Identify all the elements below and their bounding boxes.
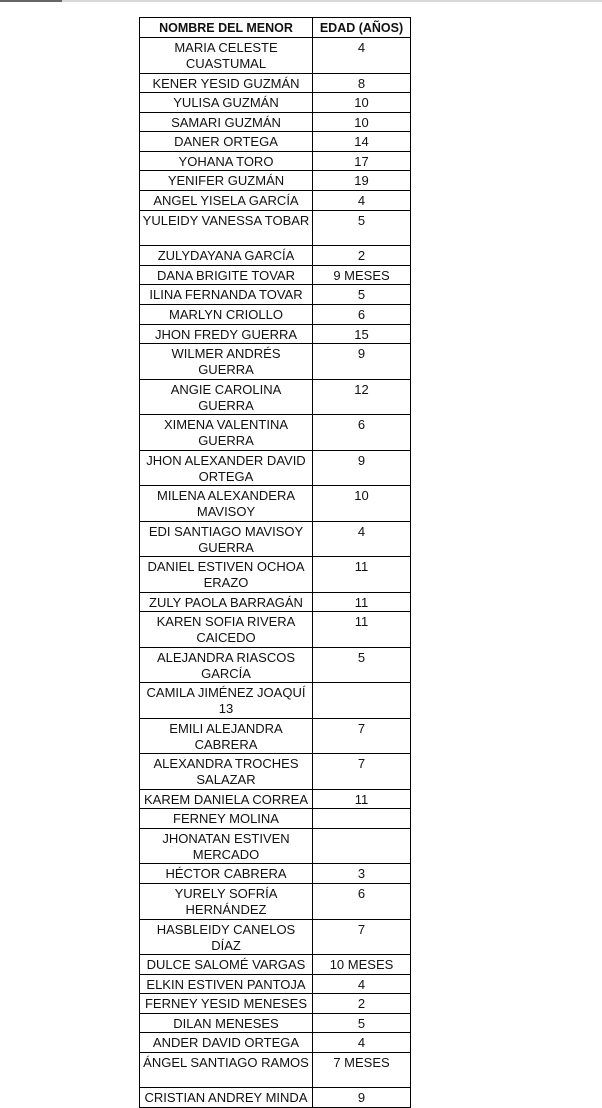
table-row (140, 718, 411, 754)
child-name-cell: DILAN MENESES (140, 1013, 313, 1033)
child-age-cell: 7 MESES (313, 1052, 411, 1088)
child-age-cell: 19 (313, 171, 411, 191)
table-row (140, 285, 411, 305)
child-name-cell: ILINA FERNANDA TOVAR (140, 285, 313, 305)
table-row (140, 974, 411, 994)
child-age-cell (313, 828, 411, 864)
child-age-cell: 2 (313, 994, 411, 1014)
child-name-cell: HASBLEIDY CANELOS DÍAZ (140, 919, 313, 955)
table-row (140, 112, 411, 132)
table-row (140, 38, 411, 74)
table-row (140, 324, 411, 344)
table-row (140, 73, 411, 93)
table-row (140, 265, 411, 285)
table-row (140, 612, 411, 648)
table-row (140, 1033, 411, 1053)
child-name-cell: ZULYDAYANA GARCÍA (140, 246, 313, 266)
child-age-cell: 5 (313, 647, 411, 683)
table-row (140, 1088, 411, 1108)
child-age-cell: 11 (313, 612, 411, 648)
child-name-cell: ZULY PAOLA BARRAGÁN (140, 592, 313, 612)
child-age-cell: 11 (313, 789, 411, 809)
child-age-cell: 9 MESES (313, 265, 411, 285)
child-name-cell: WILMER ANDRÉS GUERRA (140, 344, 313, 380)
child-age-cell: 9 (313, 344, 411, 380)
child-name-cell: YENIFER GUZMÁN (140, 171, 313, 191)
top-border-line (0, 0, 602, 2)
child-age-cell: 5 (313, 285, 411, 305)
children-table (139, 17, 411, 1108)
table-row (140, 884, 411, 920)
child-name-cell: ANGIE CAROLINA GUERRA (140, 379, 313, 415)
table-body (140, 38, 411, 1108)
table-row (140, 486, 411, 522)
table-row (140, 171, 411, 191)
table-row (140, 1052, 411, 1088)
child-name-cell: ANGEL YISELA GARCÍA (140, 191, 313, 211)
child-name-cell: SAMARI GUZMÁN (140, 112, 313, 132)
child-age-cell: 9 (313, 1088, 411, 1108)
child-age-cell: 5 (313, 1013, 411, 1033)
child-name-cell: MARIA CELESTE CUASTUMAL (140, 38, 313, 74)
child-age-cell: 6 (313, 304, 411, 324)
child-age-cell: 4 (313, 1033, 411, 1053)
child-name-cell: JHON FREDY GUERRA (140, 324, 313, 344)
table-row (140, 415, 411, 451)
table-row (140, 557, 411, 593)
child-name-cell: EMILI ALEJANDRA CABRERA (140, 718, 313, 754)
child-age-cell: 10 MESES (313, 955, 411, 975)
table-row (140, 246, 411, 266)
child-age-cell: 6 (313, 884, 411, 920)
child-name-cell: ÁNGEL SANTIAGO RAMOS (140, 1052, 313, 1088)
table-row (140, 919, 411, 955)
child-age-cell: 10 (313, 486, 411, 522)
child-age-cell: 15 (313, 324, 411, 344)
table-row (140, 828, 411, 864)
child-age-cell: 12 (313, 379, 411, 415)
child-age-cell: 10 (313, 93, 411, 113)
table-header-row (140, 18, 411, 38)
table-row (140, 994, 411, 1014)
child-name-cell: YOHANA TORO (140, 151, 313, 171)
child-age-cell: 4 (313, 38, 411, 74)
child-age-cell: 9 (313, 450, 411, 486)
child-age-cell: 14 (313, 132, 411, 152)
child-age-cell: 4 (313, 191, 411, 211)
child-name-cell: ALEJANDRA RIASCOS GARCÍA (140, 647, 313, 683)
child-name-cell: MARLYN CRIOLLO (140, 304, 313, 324)
table-row (140, 304, 411, 324)
child-age-cell: 6 (313, 415, 411, 451)
table-row (140, 789, 411, 809)
table-row (140, 754, 411, 790)
child-name-cell: DANER ORTEGA (140, 132, 313, 152)
table-row (140, 592, 411, 612)
child-age-cell: 10 (313, 112, 411, 132)
child-name-cell: EDI SANTIAGO MAVISOY GUERRA (140, 521, 313, 557)
child-name-cell: DANA BRIGITE TOVAR (140, 265, 313, 285)
child-age-cell: 4 (313, 974, 411, 994)
table-row (140, 521, 411, 557)
table-row (140, 93, 411, 113)
table-row (140, 647, 411, 683)
table-row (140, 450, 411, 486)
child-age-cell (313, 683, 411, 719)
child-name-cell: DANIEL ESTIVEN OCHOA ERAZO (140, 557, 313, 593)
child-name-cell: FERNEY MOLINA (140, 809, 313, 829)
child-name-cell: MILENA ALEXANDERA MAVISOY (140, 486, 313, 522)
child-age-cell: 5 (313, 210, 411, 246)
child-name-cell: ELKIN ESTIVEN PANTOJA (140, 974, 313, 994)
child-age-cell (313, 809, 411, 829)
child-age-cell: 17 (313, 151, 411, 171)
child-age-cell: 8 (313, 73, 411, 93)
child-name-cell: KENER YESID GUZMÁN (140, 73, 313, 93)
child-name-cell: YULEIDY VANESSA TOBAR (140, 210, 313, 246)
child-age-cell: 11 (313, 557, 411, 593)
table-row (140, 344, 411, 380)
table-row (140, 1013, 411, 1033)
child-age-cell: 7 (313, 919, 411, 955)
table-row (140, 151, 411, 171)
table-row (140, 809, 411, 829)
table-row (140, 210, 411, 246)
table-row (140, 864, 411, 884)
child-name-cell: ANDER DAVID ORTEGA (140, 1033, 313, 1053)
child-age-cell: 3 (313, 864, 411, 884)
child-name-cell: JHON ALEXANDER DAVID ORTEGA (140, 450, 313, 486)
child-name-cell: HÉCTOR CABRERA (140, 864, 313, 884)
child-name-cell: KAREM DANIELA CORREA (140, 789, 313, 809)
child-age-cell: 7 (313, 718, 411, 754)
child-name-cell: XIMENA VALENTINA GUERRA (140, 415, 313, 451)
child-name-cell: ALEXANDRA TROCHES SALAZAR (140, 754, 313, 790)
child-name-cell: CRISTIAN ANDREY MINDA (140, 1088, 313, 1108)
child-name-cell: FERNEY YESID MENESES (140, 994, 313, 1014)
child-name-cell: YURELY SOFRÍA HERNÁNDEZ (140, 884, 313, 920)
child-name-cell: DULCE SALOMÉ VARGAS (140, 955, 313, 975)
column-header-age: EDAD (AÑOS) (313, 18, 411, 38)
child-age-cell: 11 (313, 592, 411, 612)
child-name-cell: KAREN SOFIA RIVERA CAICEDO (140, 612, 313, 648)
child-name-cell: CAMILA JIMÉNEZ JOAQUÍ 13 (140, 683, 313, 719)
table-row (140, 955, 411, 975)
top-border-accent (0, 0, 62, 2)
table-row (140, 132, 411, 152)
child-age-cell: 7 (313, 754, 411, 790)
table-row (140, 191, 411, 211)
child-name-cell: JHONATAN ESTIVEN MERCADO (140, 828, 313, 864)
table-row (140, 683, 411, 719)
table-row (140, 379, 411, 415)
column-header-name: NOMBRE DEL MENOR (140, 18, 313, 38)
child-age-cell: 4 (313, 521, 411, 557)
child-name-cell: YULISA GUZMÁN (140, 93, 313, 113)
child-age-cell: 2 (313, 246, 411, 266)
